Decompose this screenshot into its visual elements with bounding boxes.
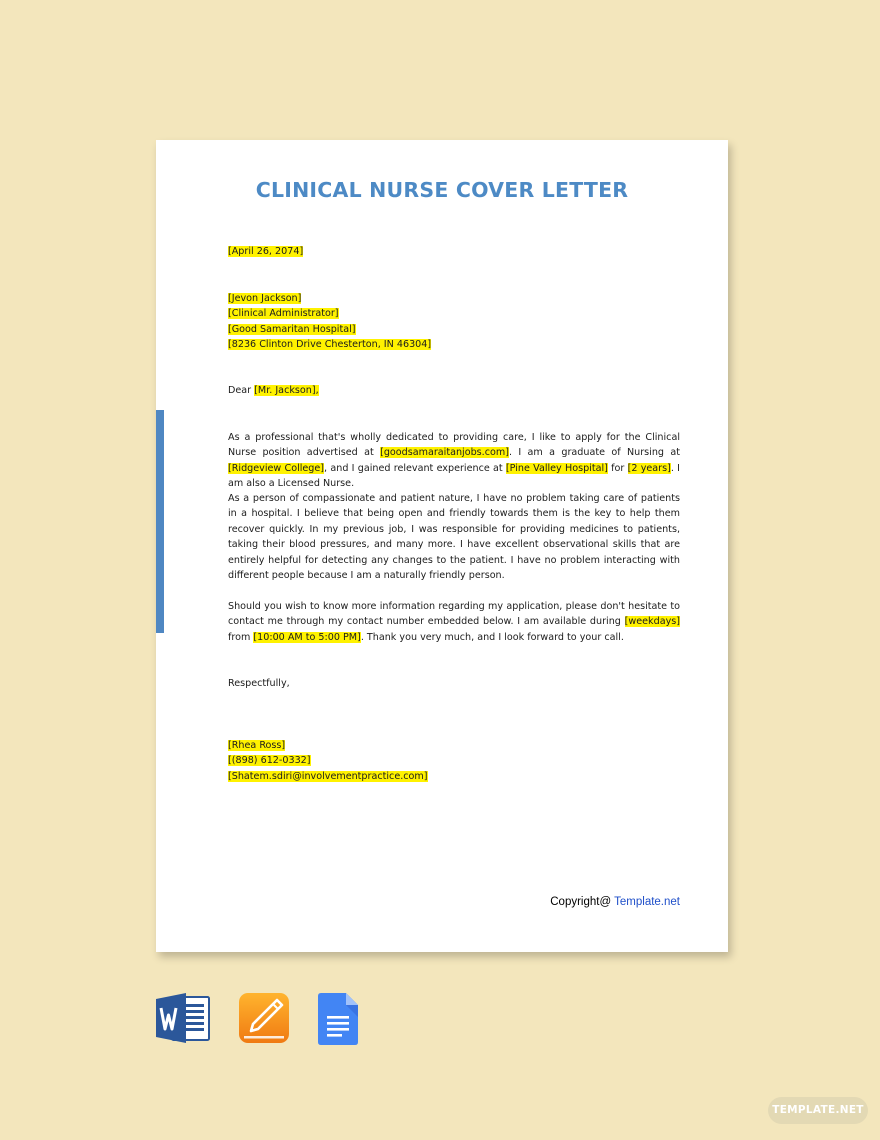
p3-text-3: . Thank you very much, and I look forward to your call. xyxy=(360,631,624,643)
app-icons-row xyxy=(156,993,376,1045)
recipient-position: [Clinical Administrator] xyxy=(228,308,339,320)
p1-duration: [2 years] xyxy=(627,462,671,474)
document-title: CLINICAL NURSE COVER LETTER xyxy=(255,178,629,202)
template-net-watermark: TEMPLATE.NET xyxy=(768,1097,868,1124)
p1-text-1: As a professional that's wholly dedicated to providing care, I like to apply for the Clinical Nurse position advertised at xyxy=(228,432,680,459)
signature-phone: [(898) 612-0332] xyxy=(228,755,311,767)
paragraph-1 xyxy=(228,430,680,492)
paragraph-3 xyxy=(228,599,680,645)
accent-bar xyxy=(156,410,164,633)
salutation-prefix: Dear xyxy=(228,385,255,396)
date-line xyxy=(228,244,680,259)
p3-availability-days: [weekdays] xyxy=(624,616,680,628)
salutation-name: [Mr. Jackson], xyxy=(254,385,319,396)
p3-availability-hours: [10:00 AM to 5:00 PM] xyxy=(253,631,361,643)
word-icon[interactable] xyxy=(156,993,210,1043)
p1-website: [goodsamaraitanjobs.com] xyxy=(380,447,509,459)
recipient-company: [Good Samaritan Hospital] xyxy=(228,323,356,335)
p3-text-1: Should you wish to know more information regarding my application, please don't hesitate to contact me through my contact number embedded below. I am available during xyxy=(228,601,680,628)
p1-text-2: . I am a graduate of Nursing at xyxy=(508,447,680,459)
p1-text-3: , and I gained relevant experience at xyxy=(324,462,506,474)
p1-hospital: [Pine Valley Hospital] xyxy=(505,462,608,474)
p2-text: As a person of compassionate and patient nature, I have no problem taking care of patients in a hospital. I believe that being open and friendly towards them is the key to help them recover quickly. In my previous job, I was responsible for providing medicines to patients, taking their blood pressures, and many more. I have excellent observational skills that are entirely helpful for detecting any changes to the patient. I have no problem interacting with different people because I am a naturally friendly person. xyxy=(228,493,680,582)
copyright-footer xyxy=(550,896,680,908)
salutation xyxy=(228,383,680,398)
p1-college: [Ridgeview College] xyxy=(228,462,325,474)
recipient-name: [Jevon Jackson] xyxy=(228,293,302,304)
recipient-block xyxy=(228,291,680,353)
copyright-text: Copyright@ xyxy=(550,896,615,908)
closing: Respectfully, xyxy=(228,678,290,689)
p1-text-5: . I am also a Licensed Nurse. xyxy=(228,462,680,490)
p1-text-4: for xyxy=(607,462,628,474)
paragraph-2 xyxy=(228,491,680,583)
google-docs-icon[interactable] xyxy=(318,993,358,1045)
signature-email: [Shatem.sdiri@involvementpractice.com] xyxy=(228,770,428,782)
date: [April 26, 2074] xyxy=(228,246,304,257)
p3-text-2: from xyxy=(228,631,254,643)
template-link[interactable]: Template.net xyxy=(614,896,680,908)
pages-icon[interactable] xyxy=(239,993,289,1043)
letter-page xyxy=(156,140,728,952)
signature-block xyxy=(228,738,680,784)
recipient-address: [8236 Clinton Drive Chesterton, IN 46304] xyxy=(228,339,432,351)
signature-name: [Rhea Ross] xyxy=(228,740,286,751)
